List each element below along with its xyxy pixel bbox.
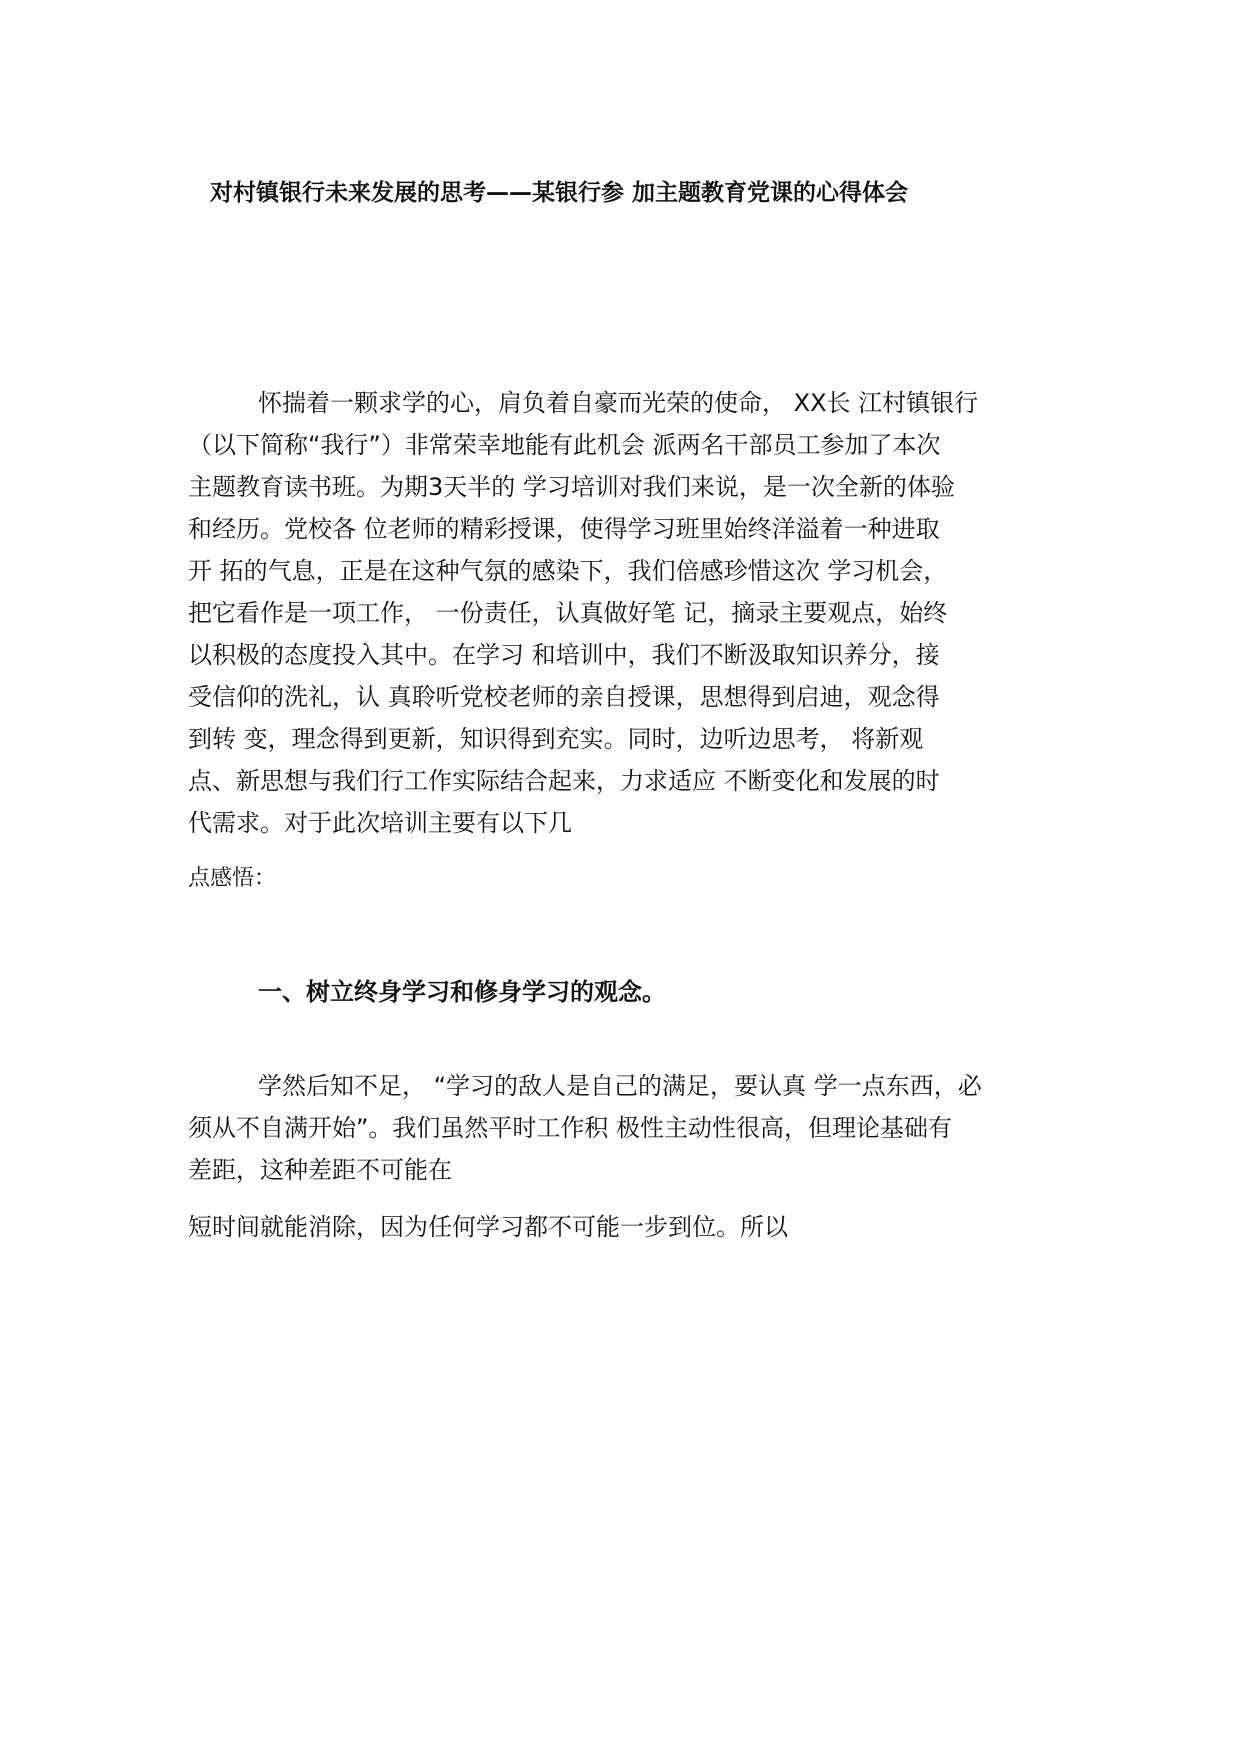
- paragraph-line: 短时间就能消除，因为任何学习都不可能一步到位。所以: [188, 1213, 788, 1241]
- paragraph-line: 把它看作是一项工作， 一份责任，认真做好笔 记，摘录主要观点，始终: [188, 599, 948, 627]
- paragraph-line: 到转 变，理念得到更新，知识得到充实。同时，边听边思考， 将新观: [188, 725, 924, 753]
- document-title: 对村镇银行未来发展的思考——某银行参 加主题教育党课的心得体会: [210, 180, 909, 206]
- paragraph-line: 受信仰的洗礼，认 真聆听党校老师的亲自授课，思想得到启迪，观念得: [188, 683, 940, 711]
- paragraph-line: 怀揣着一颗求学的心，肩负着自豪而光荣的使命， XX长 江村镇银行: [258, 389, 979, 417]
- paragraph-line: （以下简称“我行”）非常荣幸地能有此机会 派两名干部员工参加了本次: [188, 431, 941, 459]
- section-heading: 一、树立终身学习和修身学习的观念。: [258, 978, 666, 1006]
- paragraph-tail: 点感悟：: [188, 866, 277, 891]
- paragraph-line: 差距，这种差距不可能在: [188, 1156, 452, 1184]
- paragraph-line: 须从不自满开始”。我们虽然平时工作积 极性主动性很高，但理论基础有: [188, 1114, 953, 1142]
- paragraph-line: 主题教育读书班。为期3天半的 学习培训对我们来说，是一次全新的体验: [188, 473, 955, 501]
- paragraph-line: 代需求。对于此次培训主要有以下几: [188, 809, 572, 837]
- paragraph-line: 开 拓的气息，正是在这种气氛的感染下，我们倍感珍惜这次 学习机会，: [188, 557, 948, 585]
- paragraph-line: 和经历。党校各 位老师的精彩授课，使得学习班里始终洋溢着一种进取: [188, 515, 940, 543]
- paragraph-line: 学然后知不足， “学习的敌人是自己的满足，要认真 学一点东西，必: [258, 1072, 982, 1100]
- paragraph-line: 点、新思想与我们行工作实际结合起来，力求适应 不断变化和发展的时: [188, 767, 940, 795]
- paragraph-line: 以积极的态度投入其中。在学习 和培训中，我们不断汲取知识养分，接: [188, 641, 940, 669]
